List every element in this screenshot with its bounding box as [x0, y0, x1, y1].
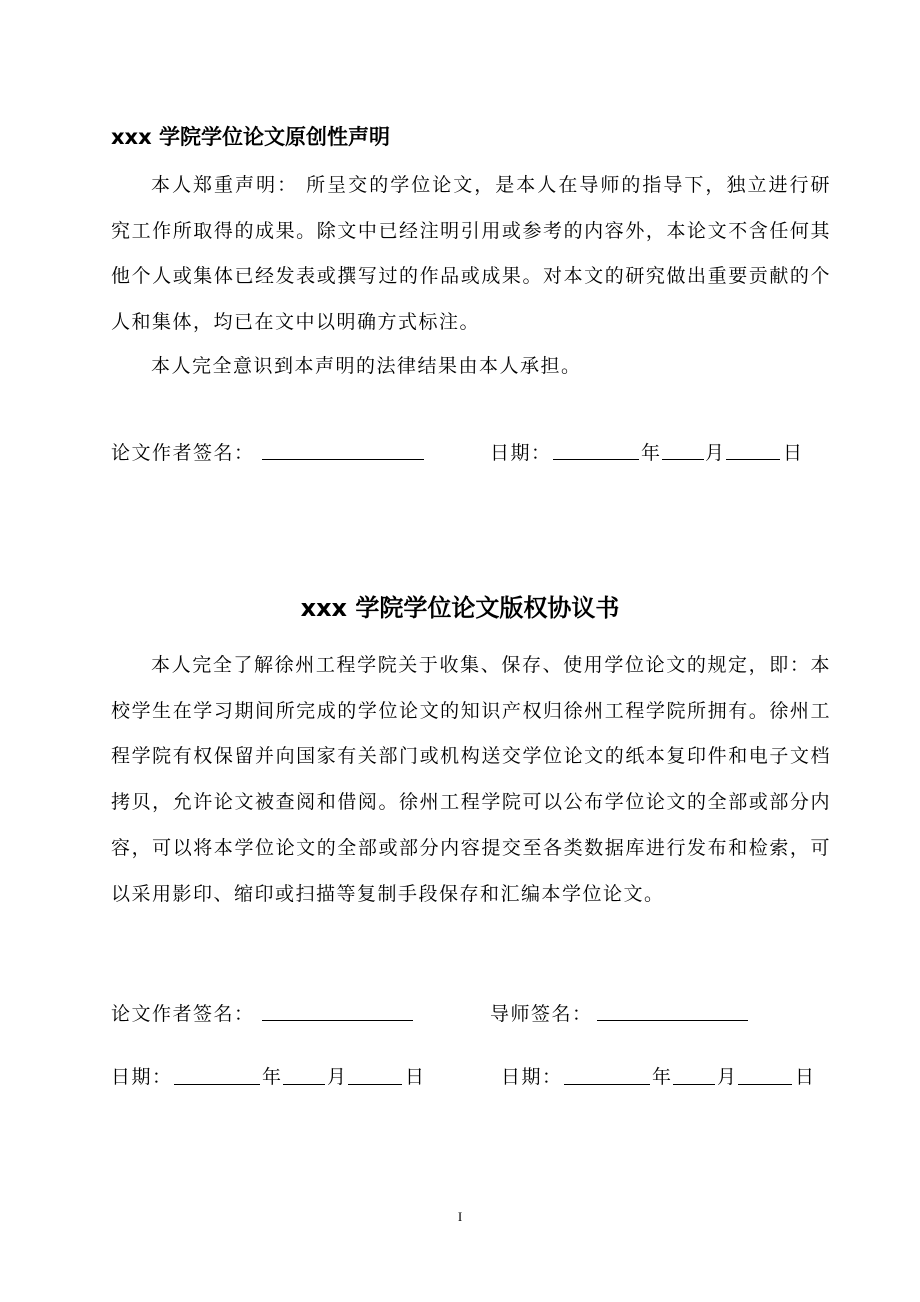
copyright-advisor-sign-field[interactable] — [597, 1020, 748, 1021]
copyright-author-sign-label: 论文作者签名： — [111, 1003, 255, 1025]
declaration-month-label: 月 — [705, 442, 726, 464]
declaration-title: xxx 学院学位论文原创性声明 — [111, 125, 390, 149]
declaration-paragraph-2: 本人完全意识到本声明的法律结果由本人承担。 — [151, 354, 582, 377]
copyright-advisor-day-label: 日 — [795, 1066, 816, 1088]
copyright-author-sign-field[interactable] — [262, 1020, 413, 1021]
declaration-month-field[interactable] — [662, 459, 704, 460]
copyright-author-date-label: 日期： — [111, 1066, 173, 1088]
copyright-author-day-label: 日 — [405, 1066, 426, 1088]
declaration-paragraph-1: 本人郑重声明： 所呈交的学位论文，是本人在导师的指导下，独立进行研究工作所取得的成果。除文中已经注明引用或参考的内容外，本论文不含任何其他个人或集体已经发表或撰写过的作品或成果。对本文的研究做出重要贡献的个人和集体，均已在文中以明确方式标注。 — [111, 174, 831, 334]
declaration-author-sign-label: 论文作者签名： — [111, 442, 255, 464]
declaration-date-label: 日期： — [490, 442, 552, 464]
declaration-body — [111, 163, 831, 390]
declaration-author-sign-field[interactable] — [262, 459, 424, 460]
copyright-author-month-field[interactable] — [283, 1084, 325, 1085]
copyright-advisor-year-field[interactable] — [564, 1084, 650, 1085]
copyright-advisor-sign-label: 导师签名： — [490, 1003, 593, 1025]
copyright-advisor-month-field[interactable] — [673, 1084, 715, 1085]
copyright-advisor-day-field[interactable] — [738, 1084, 792, 1085]
copyright-body — [111, 643, 831, 917]
declaration-day-label: 日 — [783, 442, 804, 464]
copyright-advisor-date-label: 日期： — [501, 1066, 563, 1088]
copyright-advisor-month-label: 月 — [717, 1066, 738, 1088]
copyright-author-year-field[interactable] — [174, 1084, 260, 1085]
copyright-author-day-field[interactable] — [348, 1084, 402, 1085]
copyright-author-year-label: 年 — [262, 1066, 283, 1088]
page-number: I — [457, 1209, 463, 1224]
declaration-year-label: 年 — [641, 442, 662, 464]
copyright-paragraph: 本人完全了解徐州工程学院关于收集、保存、使用学位论文的规定，即：本校学生在学习期间所完成的学位论文的知识产权归徐州工程学院所拥有。徐州工程学院有权保留并向国家有关部门或机构送交学位论文的纸本复印件和电子文档拷贝，允许论文被查阅和借阅。徐州工程学院可以公布学位论文的全部或部分内容，可以将本学位论文的全部或部分内容提交至各类数据库进行发布和检索，可以采用影印、缩印或扫描等复制手段保存和汇编本学位论文。 — [111, 654, 831, 905]
copyright-author-month-label: 月 — [327, 1066, 348, 1088]
declaration-day-field[interactable] — [726, 459, 780, 460]
copyright-advisor-year-label: 年 — [652, 1066, 673, 1088]
declaration-year-field[interactable] — [553, 459, 639, 460]
copyright-title: xxx 学院学位论文版权协议书 — [300, 594, 620, 622]
